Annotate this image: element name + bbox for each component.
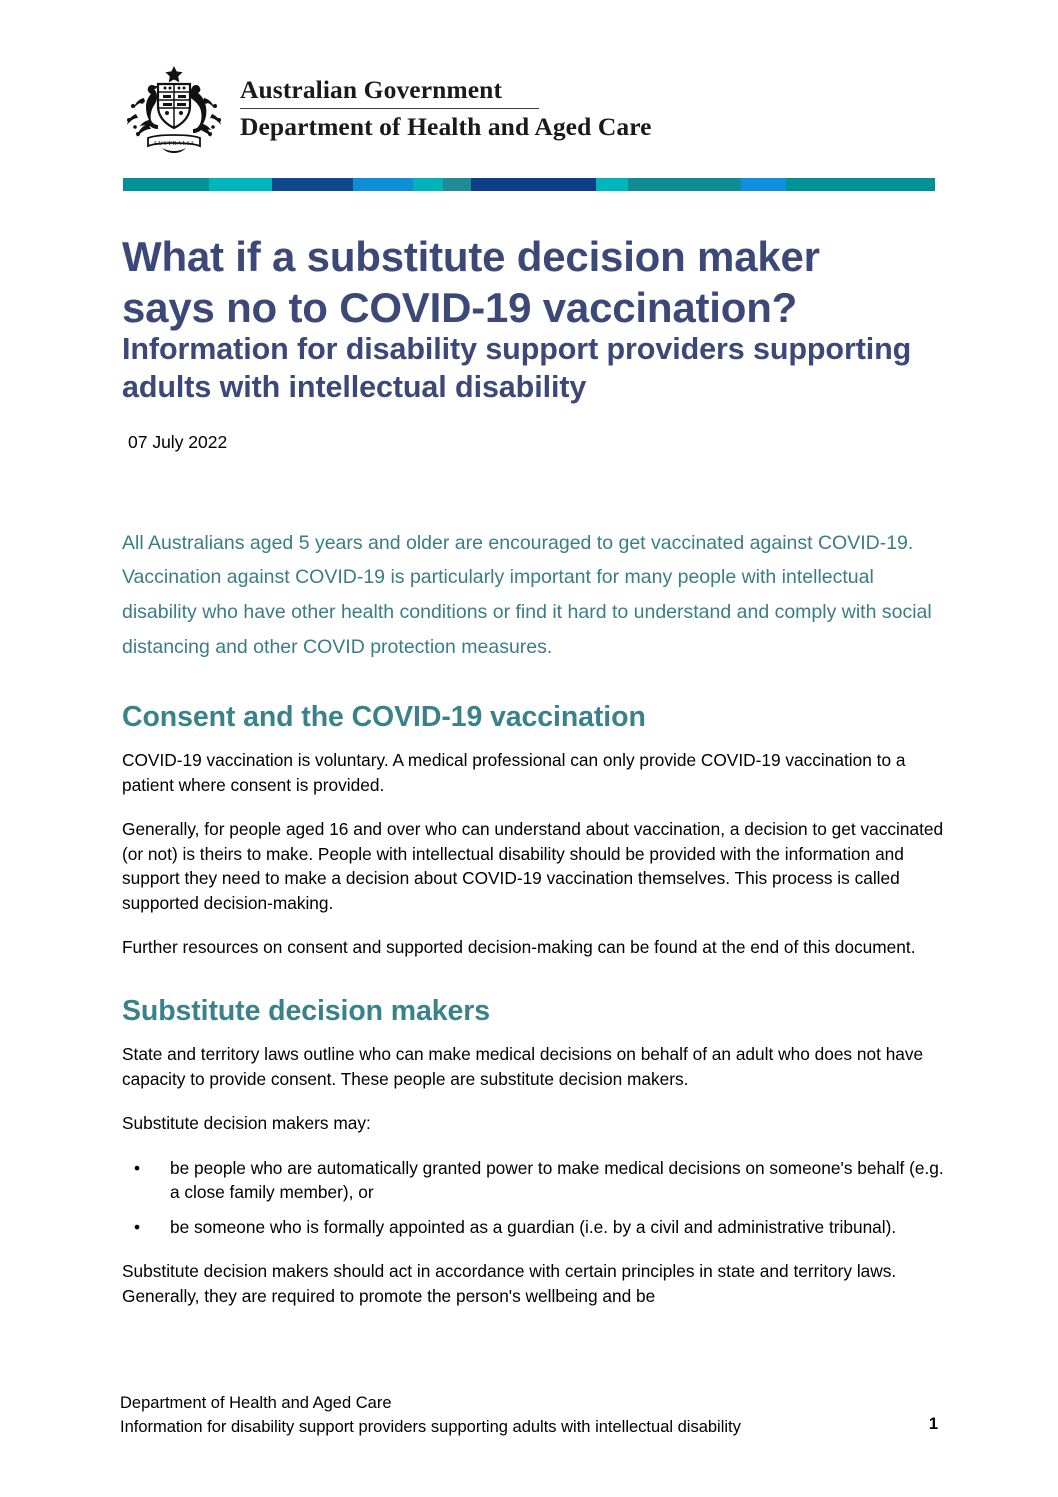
department-name-text: Department of Health and Aged Care [240, 111, 652, 141]
colour-band-segment-1 [209, 178, 272, 191]
colour-band-segment-5 [443, 178, 471, 191]
footer-department-line: Department of Health and Aged Care [120, 1394, 392, 1412]
colour-band-segment-9 [741, 178, 786, 191]
brand-colour-band [123, 178, 935, 191]
footer-text [120, 1392, 741, 1440]
government-wordmark [240, 62, 652, 141]
wordmark-divider [240, 108, 539, 109]
paragraph: State and territory laws outline who can make medical decisions on behalf of an adult who does not have capacity to provide consent. These people are substitute decision makers. [122, 1044, 924, 1089]
paragraph: Substitute decision makers should act in accordance with certain principles in state and territory laws. Generally, they are required to promote the person's wellbeing and be [122, 1261, 897, 1307]
publication-date: 07 July 2022 [128, 432, 228, 452]
colour-band-segment-0 [123, 178, 209, 191]
paragraph: COVID-19 vaccination is voluntary. A medical professional can only provide COVID-19 vaccination to a patient where consent is provided. [122, 750, 906, 795]
paragraph: Further resources on consent and supported decision-making can be found at the end of this document. [122, 937, 916, 958]
bullet-list [122, 1156, 944, 1240]
list-item [122, 1215, 944, 1240]
australian-coat-of-arms-icon [122, 62, 226, 154]
colour-band-segment-10 [786, 178, 935, 191]
colour-band-segment-3 [353, 178, 413, 191]
list-item-text: be people who are automatically granted power to make medical decisions on someone's behalf (e.g. a close family member), or [170, 1157, 944, 1203]
colour-band-segment-2 [272, 178, 353, 191]
paragraph: Generally, for people aged 16 and over who can understand about vaccination, a decision to get vaccinated (or not) is theirs to make. People with intellectual disability should be provided with the information and support they need to make a decision about COVID-19 vaccination themselves. This process is called supported decision-making. [122, 819, 944, 913]
footer-subtitle-line: Information for disability support providers supporting adults with intellectual disability [120, 1417, 741, 1436]
section-heading-consent: Consent and the COVID-19 vaccination [122, 701, 646, 733]
colour-band-segment-6 [471, 178, 596, 191]
section-heading-substitute-decision-makers: Substitute decision makers [122, 995, 491, 1028]
australian-government-text: Australian Government [240, 75, 503, 104]
document-body [122, 700, 944, 1329]
page-title: What if a substitute decision maker says no to COVID-19 vaccination? [122, 233, 820, 331]
bullet-icon: • [134, 1157, 141, 1178]
intro-paragraph: All Australians aged 5 years and older are encouraged to get vaccinated against COVID-19. Vaccination against COVID-19 is particularly important for many people with intellectual disability who have other health conditions or find it hard to understand and comply with social distancing and other COVID protection measures. [122, 531, 932, 659]
page-footer [120, 1392, 938, 1440]
colour-band-segment-8 [628, 178, 741, 191]
bullet-icon: • [134, 1216, 141, 1237]
list-item-text: be someone who is formally appointed as a guardian (i.e. by a civil and administrative tribunal). [170, 1216, 897, 1237]
colour-band-segment-4 [413, 178, 443, 191]
paragraph: Substitute decision makers may: [122, 1113, 371, 1134]
svg-text:AUSTRALIA: AUSTRALIA [152, 140, 196, 147]
page-number: 1 [928, 1415, 938, 1433]
colour-band-segment-7 [596, 178, 628, 191]
page-subtitle: Information for disability support providers supporting adults with intellectual disability [122, 332, 912, 404]
masthead [122, 62, 652, 154]
list-item [122, 1156, 944, 1205]
